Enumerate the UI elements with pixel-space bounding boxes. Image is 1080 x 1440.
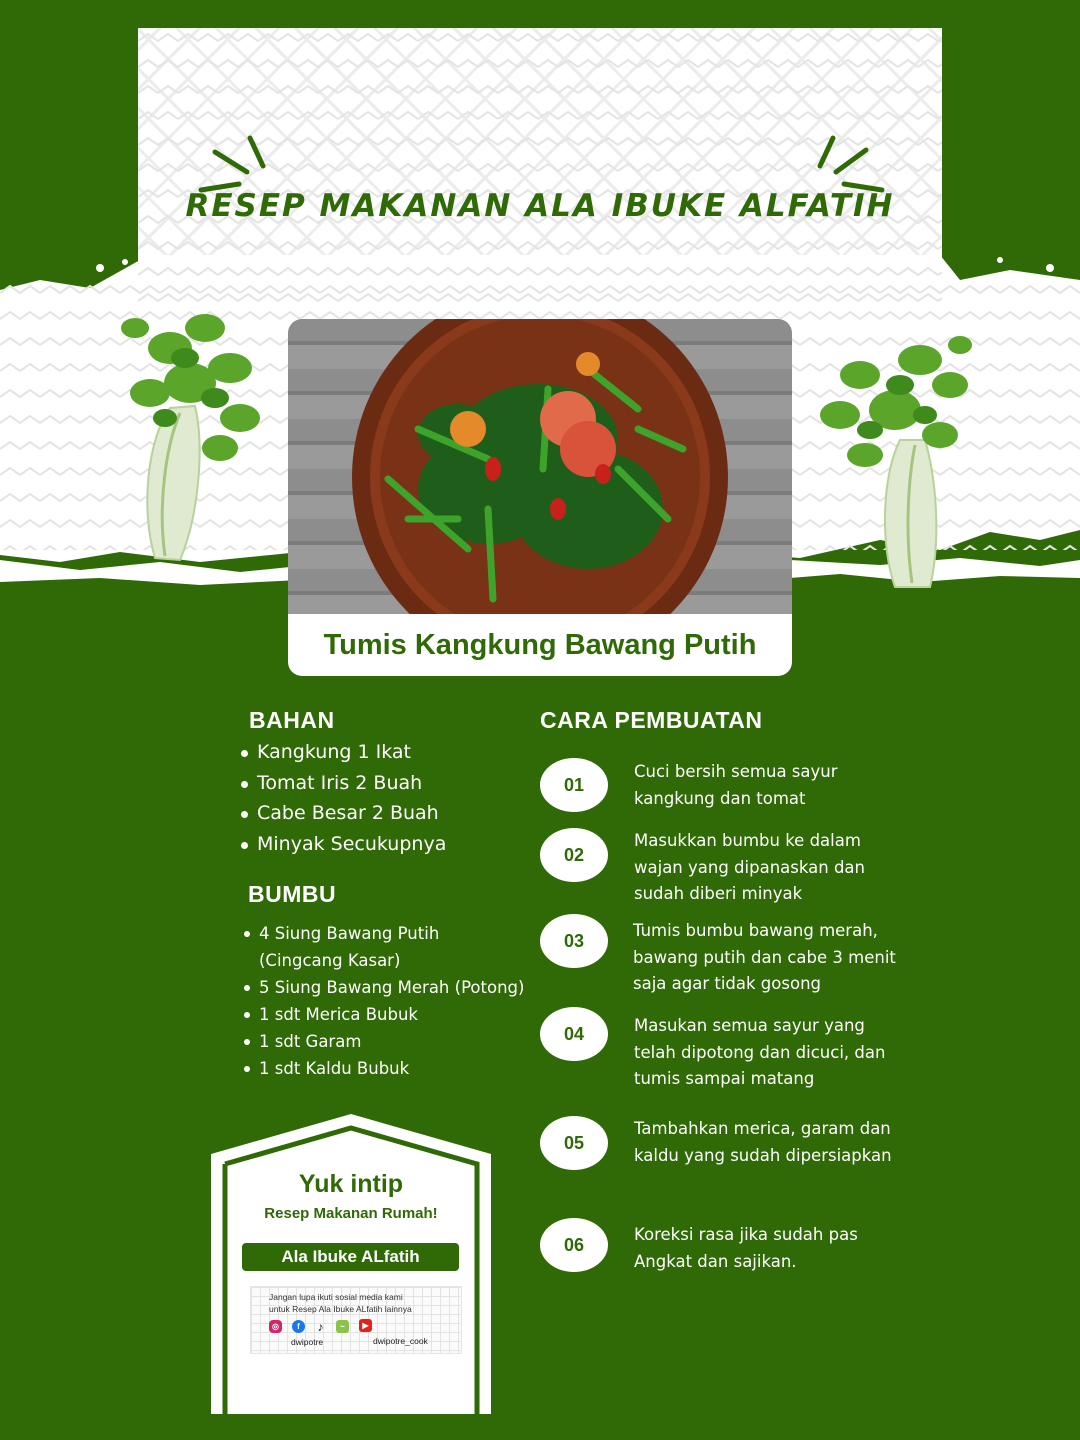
badge-subtitle: Resep Makanan Rumah! [264, 1205, 438, 1222]
bumbu-heading: BUMBU [248, 881, 337, 907]
cookpad-icon[interactable]: ~ [336, 1320, 349, 1333]
step-number: 05 [540, 1116, 608, 1170]
social-line-1: Jangan lupa ikuti sosial media kami [269, 1292, 403, 1302]
step-number: 02 [540, 828, 608, 882]
tiktok-icon[interactable]: ♪ [317, 1319, 324, 1334]
dish-title-card [288, 614, 792, 676]
step-text: Masukan semua sayur yang telah dipotong dan dicuci, dan tumis sampai matang [634, 1016, 886, 1088]
step-number: 06 [540, 1218, 608, 1272]
bumbu-list [243, 920, 553, 1082]
list-item: 1 sdt Garam [243, 1028, 553, 1055]
page-title: RESEP MAKANAN ALA IBUKE ALFATIH [185, 188, 895, 224]
social-line-2: untuk Resep Ala Ibuke ALfatih lainnya [269, 1304, 412, 1314]
facebook-icon[interactable]: f [292, 1320, 305, 1333]
list-item: Kangkung 1 Ikat [238, 737, 446, 768]
list-item-continuation: (Cingcang Kasar) [259, 951, 401, 970]
list-item: 4 Siung Bawang Putih [243, 920, 553, 947]
step-number: 03 [540, 914, 608, 968]
celery-left-image [110, 288, 285, 568]
list-item: 1 sdt Kaldu Bubuk [243, 1055, 553, 1082]
youtube-icon[interactable]: ▶ [359, 1319, 372, 1332]
social-handle: dwipotre [291, 1337, 324, 1347]
social-handle: dwipotre_cook [373, 1336, 428, 1346]
list-item: 1 sdt Merica Bubuk [243, 1001, 553, 1028]
celery-right-image [800, 315, 975, 595]
instagram-icon[interactable]: ◎ [269, 1320, 282, 1333]
step-text: Tambahkan merica, garam dan kaldu yang sudah dipersiapkan [634, 1119, 892, 1165]
list-item: Cabe Besar 2 Buah [238, 798, 446, 829]
bahan-list [238, 737, 446, 859]
bahan-heading: BAHAN [249, 707, 335, 733]
step-number: 01 [540, 758, 608, 812]
badge-title: Yuk intip [298, 1170, 404, 1198]
badge-pill: Ala Ibuke ALfatih [242, 1243, 459, 1271]
dish-title: Tumis Kangkung Bawang Putih [323, 628, 757, 661]
social-media-card [250, 1286, 462, 1354]
step-text: Tumis bumbu bawang merah, bawang putih dan cabe 3 menit saja agar tidak gosong [633, 921, 896, 993]
step-text: Koreksi rasa jika sudah pas Angkat dan sajikan. [634, 1225, 858, 1271]
list-item: Minyak Secukupnya [238, 829, 446, 860]
step-text: Cuci bersih semua sayur kangkung dan tomat [634, 762, 838, 808]
list-item: 5 Siung Bawang Merah (Potong) [243, 974, 553, 1001]
dish-photo [288, 319, 792, 619]
cara-heading: CARA PEMBUATAN [540, 707, 763, 733]
list-item: Tomat Iris 2 Buah [238, 768, 446, 799]
step-number: 04 [540, 1007, 608, 1061]
step-text: Masukkan bumbu ke dalam wajan yang dipanaskan dan sudah diberi minyak [634, 831, 865, 903]
